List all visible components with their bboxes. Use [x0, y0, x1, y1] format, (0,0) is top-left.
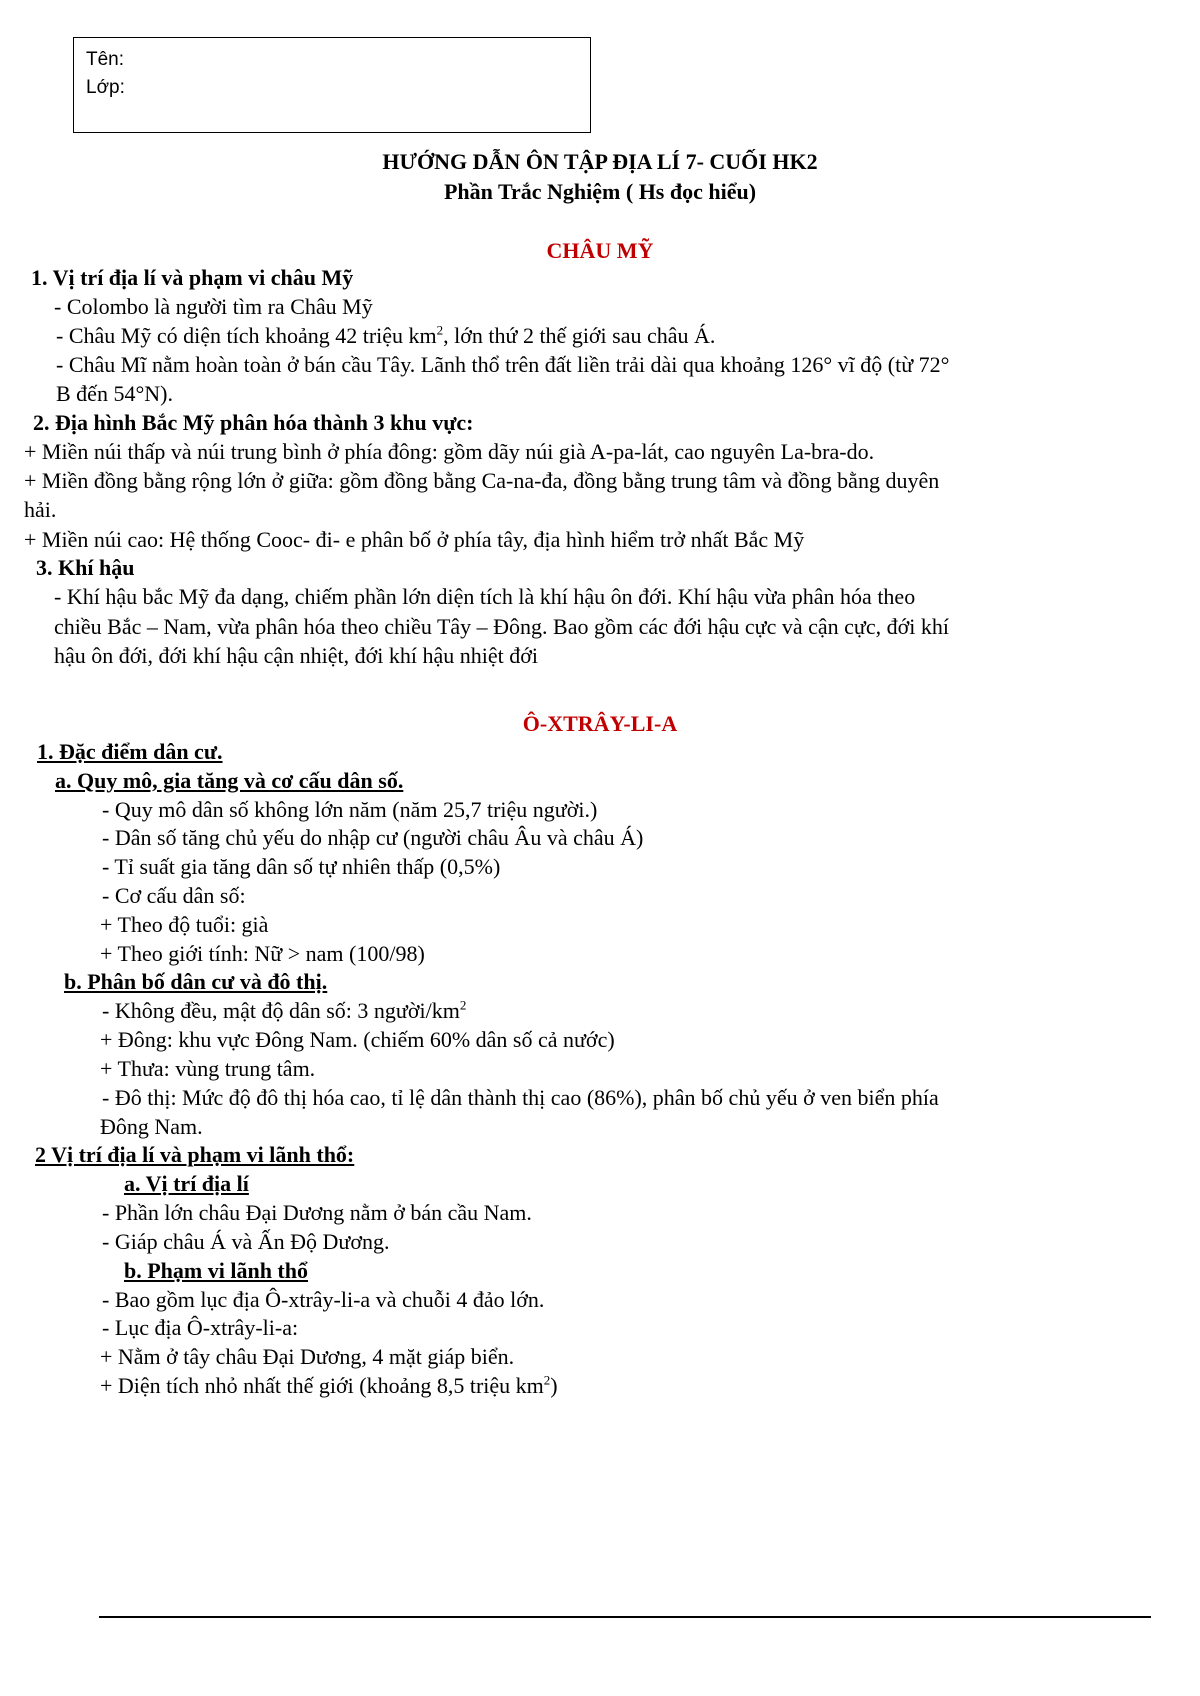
text-line: Đông Nam.: [100, 1114, 203, 1139]
text-line: hải.: [24, 497, 57, 522]
document-subtitle: Phần Trắc Nghiệm ( Hs đọc hiểu): [443, 179, 757, 204]
text-line: - Giáp châu Á và Ấn Độ Dương.: [102, 1229, 390, 1254]
text-line: - Khí hậu bắc Mỹ đa dạng, chiếm phần lớn diện tích là khí hậu ôn đới. Khí hậu vừa phân hóa theo: [54, 584, 916, 609]
heading-3-khi-hau: 3. Khí hậu: [36, 555, 135, 580]
document-title: HƯỚNG DẪN ÔN TẬP ĐỊA LÍ 7- CUỐI HK2: [382, 149, 818, 174]
text-line: + Miền núi thấp và núi trung bình ở phía đông: gồm dãy núi già A-pa-lát, cao nguyên La-bra-do.: [24, 439, 875, 464]
text-line: chiều Bắc – Nam, vừa phân hóa theo chiều Tây – Đông. Bao gồm các đới hậu cực và cận cực, đới khí: [54, 614, 949, 639]
text-line-area: + Diện tích nhỏ nhất thế giới (khoảng 8,5 triệu $km^2$): [100, 1372, 558, 1398]
text-line: - Colombo là người tìm ra Châu Mỹ: [54, 294, 373, 319]
text-line: - Tỉ suất gia tăng dân số tự nhiên thấp (0,5%): [102, 854, 501, 879]
subheading-pham-vi: b. Phạm vi lãnh thổ: [124, 1258, 308, 1283]
footer-divider: [99, 1616, 1151, 1618]
text-line: - Châu Mĩ nằm hoàn toàn ở bán cầu Tây. Lãnh thổ trên đất liền trải dài qua khoảng 126° vĩ độ (từ 72°: [56, 352, 950, 377]
text-line: + Miền núi cao: Hệ thống Cooc- đi- e phân bố ở phía tây, địa hình hiểm trở nhất Bắc Mỹ: [24, 527, 805, 552]
name-class-box: [73, 37, 591, 133]
text-line: - Lục địa Ô-xtrây-li-a:: [102, 1315, 299, 1340]
subheading-vi-tri: a. Vị trí địa lí: [124, 1171, 249, 1196]
text-line: - Đô thị: Mức độ đô thị hóa cao, tỉ lệ dân thành thị cao (86%), phân bố chủ yếu ở ven biển phía: [102, 1085, 939, 1110]
heading-vi-tri-pham-vi: 2 Vị trí địa lí và phạm vi lãnh thổ:: [35, 1142, 355, 1167]
text-line: + Theo giới tính: Nữ > nam (100/98): [100, 941, 425, 966]
text-line: + Thưa: vùng trung tâm.: [100, 1056, 316, 1081]
text-line: - Bao gồm lục địa Ô-xtrây-li-a và chuỗi 4 đảo lớn.: [102, 1287, 545, 1312]
name-label: Tên:: [86, 49, 125, 70]
text-line: - Phần lớn châu Đại Dương nằm ở bán cầu Nam.: [102, 1200, 532, 1225]
heading-dac-diem-dan-cu: 1. Đặc điểm dân cư.: [37, 739, 223, 764]
text-line: + Đông: khu vực Đông Nam. (chiếm 60% dân số cả nước): [100, 1027, 615, 1052]
subheading-phan-bo: b. Phân bố dân cư và đô thị.: [64, 969, 328, 994]
text-line: - Quy mô dân số không lớn năm (năm 25,7 triệu người.): [102, 797, 598, 822]
text-line: + Nằm ở tây châu Đại Dương, 4 mặt giáp biển.: [100, 1344, 515, 1369]
text-line: hậu ôn đới, đới khí hậu cận nhiệt, đới khí hậu nhiệt đới: [54, 643, 539, 668]
heading-2-dia-hinh: 2. Địa hình Bắc Mỹ phân hóa thành 3 khu vực:: [33, 410, 474, 435]
section-title-australia: Ô-XTRÂY-LI-A: [522, 711, 678, 736]
text-line: - Dân số tăng chủ yếu do nhập cư (người châu Âu và châu Á): [102, 825, 644, 850]
section-title-chau-my: CHÂU MỸ: [546, 238, 654, 263]
text-line: B đến 54°N).: [56, 381, 173, 406]
text-line: + Miền đồng bằng rộng lớn ở giữa: gồm đồng bằng Ca-na-đa, đồng bằng trung tâm và đồng bằng duyên: [24, 468, 940, 493]
text-line: - Cơ cấu dân số:: [102, 883, 246, 908]
class-label: Lớp:: [86, 77, 125, 98]
heading-1-vi-tri: 1. Vị trí địa lí và phạm vi châu Mỹ: [31, 265, 354, 290]
text-line-area: - Châu Mỹ có diện tích khoảng 42 triệu $km^2$, lớn thứ 2 thế giới sau châu Á.: [56, 322, 716, 348]
text-line: + Theo độ tuổi: già: [100, 912, 269, 937]
text-line-density: - Không đều, mật độ dân số: 3 người/$km^2$: [102, 997, 467, 1023]
subheading-quy-mo: a. Quy mô, gia tăng và cơ cấu dân số.: [55, 768, 404, 793]
